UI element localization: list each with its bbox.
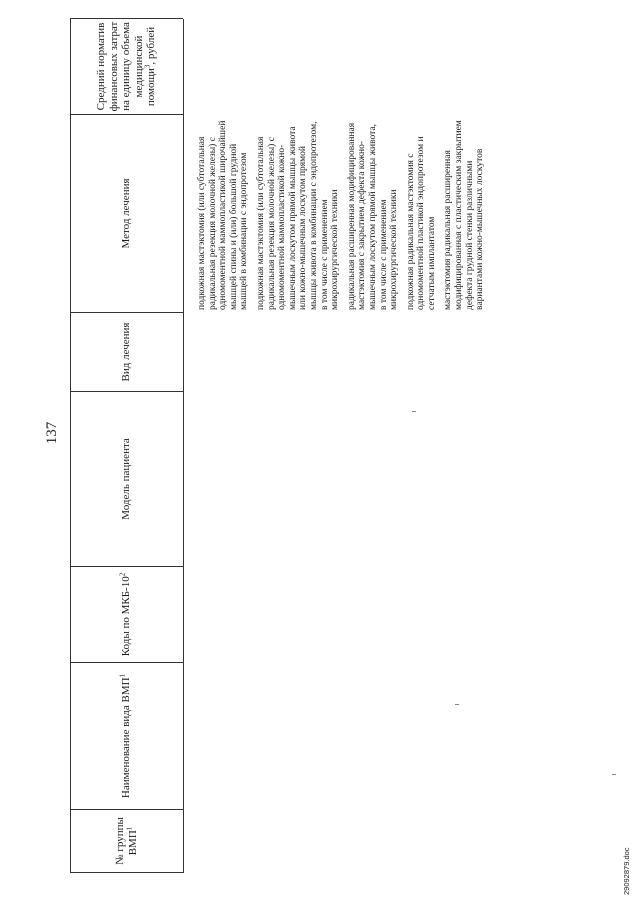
header-group-number: № группы ВМП$^1$ <box>114 817 139 865</box>
treatment-method-item: радикальная расширенная модифицированная мастэктомия с закрытием дефекта кожно-мышечным лоскутом прямой мышцы живота, в том числе с применением микрохирургической техники <box>346 122 400 310</box>
header-vmp-name: Наименование вида ВМП$^1$ <box>118 673 133 799</box>
treatment-method-item: мастэктомия радикальная расширенная модифицированная с пластическим закрытием дефекта грудной стенки различными вариантами кожно-мышечных лоскутов <box>443 120 486 310</box>
treatment-method-item: подкожная мастэктомия (или субтотальная радикальная резекция молочной железы) с одномоментной маммопластикой широчайшей мышцей спины и (или) большой грудной мышцей в комбинации с эндопротезом <box>197 120 250 310</box>
treatment-methods-list <box>197 118 492 310</box>
header-icd-codes: Коды по МКБ-$10^2$ <box>118 572 133 657</box>
header-patient-model: Модель пациента <box>120 438 133 520</box>
treatment-method-item: подкожная мастэктомия (или субтотальная радикальная резекция молочной железы) с одномоментной маммопластикой кожно-мышечным лоскутом прямой мышцы живота или кожно-мышечным лоскутом прямой мышцы живота в комбинации с эндопротезом, в том числе с применением микрохирургической техники <box>255 121 341 310</box>
page-number: 137 <box>44 421 60 445</box>
scan-speck <box>412 411 416 412</box>
scan-speck <box>455 704 459 705</box>
table-border-left <box>70 872 183 873</box>
treatment-method-item: подкожная радикальная мастэктомия с одномоментной пластикой эндопротезом и сетчатым имплантатом <box>405 136 437 310</box>
header-treatment-method: Метод лечения <box>120 178 133 249</box>
header-average-cost-norm: Средний норматив финансовых затрат на единицу объема медицинской помощи$^3$, рублей <box>95 21 158 112</box>
scan-speck <box>612 774 616 775</box>
table-header-bottom-border <box>183 19 184 873</box>
header-treatment-type: Вид лечения <box>120 322 133 382</box>
file-name-footer: 29092879.doc <box>622 847 631 895</box>
